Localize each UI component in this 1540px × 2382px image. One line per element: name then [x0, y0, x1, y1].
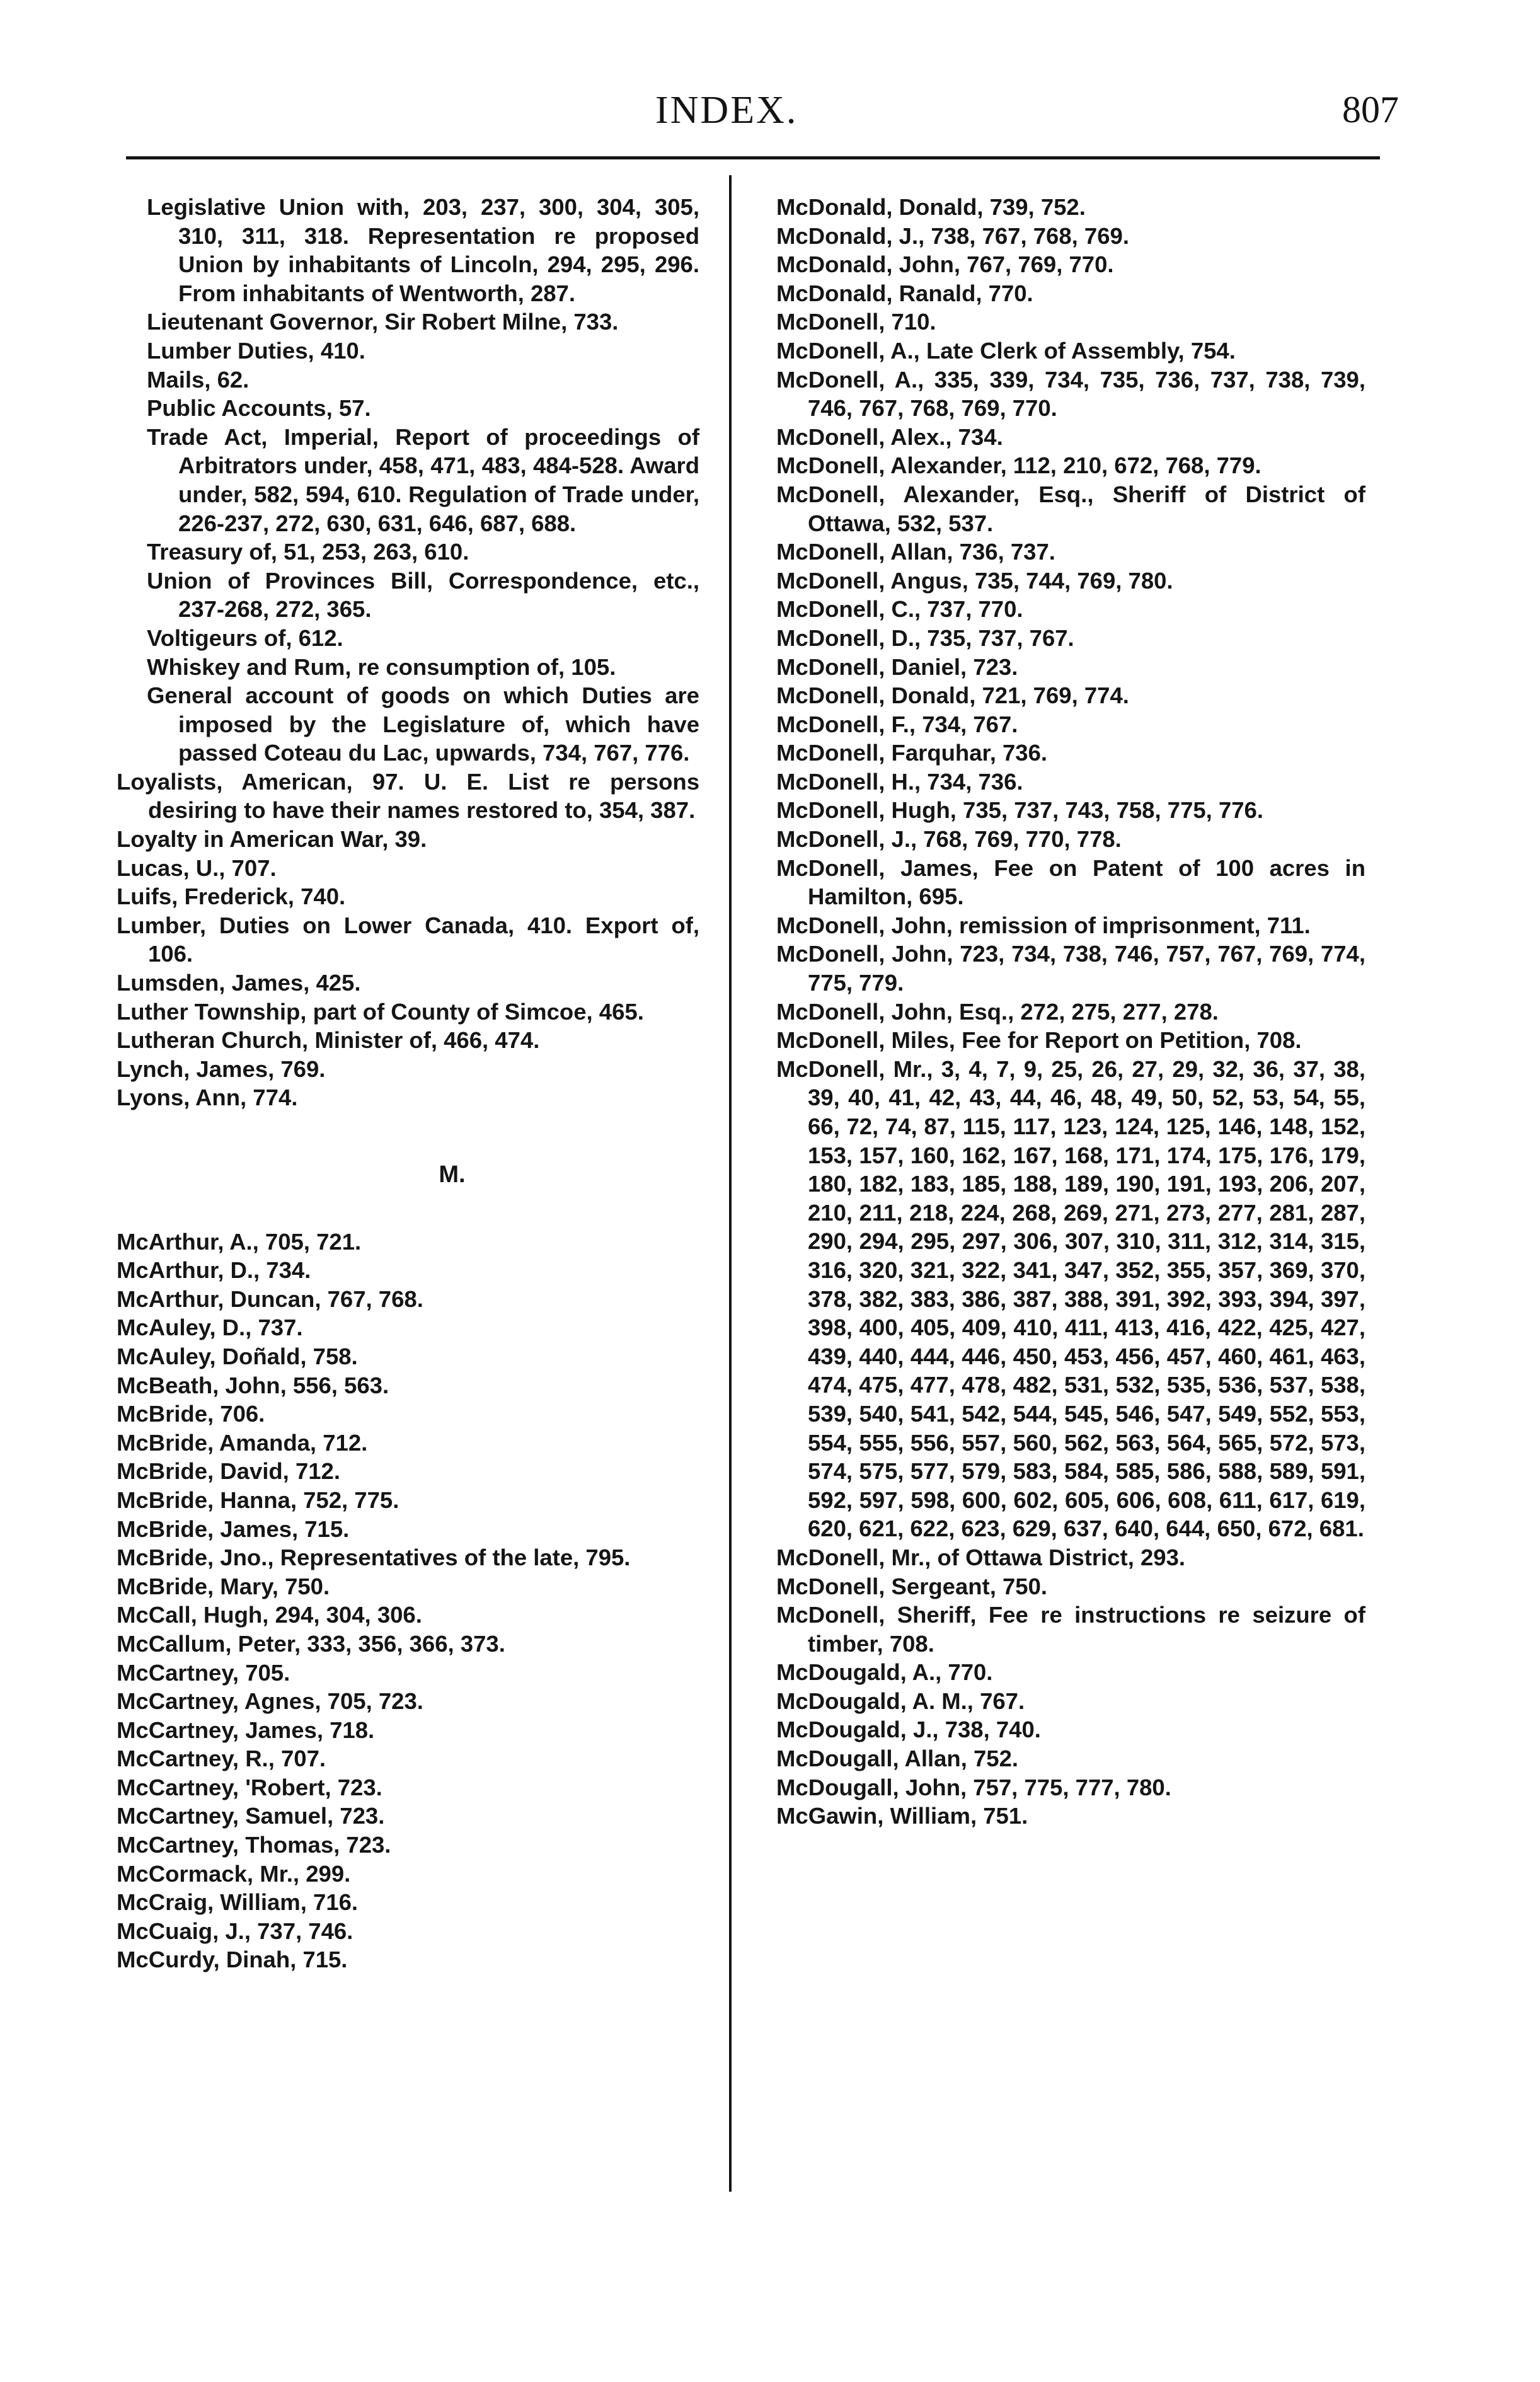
- index-entry: McCartney, Thomas, 723.: [117, 1832, 391, 1858]
- index-entry: Lumsden, James, 425.: [117, 970, 361, 996]
- index-entry: Lucas, U., 707.: [117, 854, 277, 881]
- index-entry: McDougall, Allan, 752.: [776, 1746, 1019, 1772]
- index-entry: Loyalists, American, 97. U. E. List re persons desiring to have their names restored to, 354, 387.: [117, 768, 699, 824]
- index-entry: McDonell, J., 768, 769, 770, 778.: [776, 826, 1122, 853]
- index-entry: Voltigeurs of, 612.: [147, 624, 343, 651]
- index-entry: McBride, Amanda, 712.: [117, 1429, 368, 1456]
- right-column: [776, 193, 1365, 1831]
- page-number: 807: [1342, 89, 1399, 130]
- index-entry: McDonell, John, 723, 734, 738, 746, 757, 767, 769, 774, 775, 779.: [776, 941, 1365, 996]
- index-entry: Loyalty in American War, 39.: [117, 826, 427, 853]
- index-entry: Luther Township, part of County of Simcoe, 465.: [117, 998, 644, 1025]
- index-entry: McDonell, Alexander, Esq., Sheriff of District of Ottawa, 532, 537.: [776, 481, 1365, 536]
- index-entry: McDonell, Alexander, 112, 210, 672, 768, 779.: [776, 452, 1261, 479]
- index-entry: McCartney, Samuel, 723.: [117, 1803, 385, 1829]
- index-entry: McCartney, James, 718.: [117, 1717, 375, 1743]
- left-entries-after: [117, 1228, 699, 1974]
- index-entry: McCallum, Peter, 333, 356, 366, 373.: [117, 1630, 505, 1657]
- index-entry: McDonald, Ranald, 770.: [776, 280, 1033, 306]
- index-entry: McBride, Jno., Representatives of the late, 795.: [117, 1545, 631, 1571]
- page-header: [0, 88, 1540, 139]
- index-entry: McDonell, D., 735, 737, 767.: [776, 624, 1074, 651]
- index-entry: Whiskey and Rum, re consumption of, 105.: [147, 653, 616, 680]
- index-entry: McArthur, D., 734.: [117, 1257, 311, 1284]
- index-entry: Legislative Union with, 203, 237, 300, 304, 305, 310, 311, 318. Representation re proposed Union by inhabitants of Lincoln, 294, 295, 296. From inhabitants of Wentworth, 287.: [147, 194, 699, 306]
- index-entry: McCartney, 'Robert, 723.: [117, 1774, 382, 1800]
- index-entry: McDonell, Daniel, 723.: [776, 653, 1018, 680]
- index-entry: McBride, James, 715.: [117, 1516, 350, 1542]
- index-entry: McDougall, John, 757, 775, 777, 780.: [776, 1774, 1171, 1800]
- index-entry: Lieutenant Governor, Sir Robert Milne, 733.: [147, 309, 619, 335]
- index-entry: McGawin, William, 751.: [776, 1803, 1028, 1829]
- left-column: [117, 193, 699, 1974]
- index-entry: Lutheran Church, Minister of, 466, 474.: [117, 1027, 540, 1054]
- column-divider: [729, 175, 732, 2192]
- index-entry: McDonell, A., 335, 339, 734, 735, 736, 737, 738, 739, 746, 767, 768, 769, 770.: [776, 366, 1365, 422]
- index-entry: McCraig, William, 716.: [117, 1889, 359, 1916]
- index-entry: McArthur, A., 705, 721.: [117, 1228, 362, 1255]
- index-entry: McDonell, John, Esq., 272, 275, 277, 278.: [776, 998, 1219, 1025]
- index-entry: McDonell, 710.: [776, 309, 936, 335]
- index-entry: McDonell, Sheriff, Fee re instructions re seizure of timber, 708.: [776, 1602, 1365, 1657]
- index-entry: McDonald, John, 767, 769, 770.: [776, 251, 1114, 278]
- index-entry: McCormack, Mr., 299.: [117, 1860, 351, 1887]
- right-entries: [776, 193, 1365, 1831]
- index-entry: McDonell, Alex., 734.: [776, 423, 1003, 450]
- header-rule: [126, 156, 1380, 159]
- index-entry: McDonell, James, Fee on Patent of 100 acres in Hamilton, 695.: [776, 854, 1365, 910]
- index-entry: McCuaig, J., 737, 746.: [117, 1918, 353, 1944]
- index-entry: Luifs, Frederick, 740.: [117, 883, 346, 910]
- index-entry: McDonell, Hugh, 735, 737, 743, 758, 775, 776.: [776, 797, 1263, 824]
- index-entry: McDonell, Sergeant, 750.: [776, 1573, 1048, 1599]
- index-entry: Treasury of, 51, 253, 263, 610.: [147, 539, 469, 565]
- index-entry: McBeath, John, 556, 563.: [117, 1372, 389, 1398]
- index-entry: McBride, Mary, 750.: [117, 1573, 330, 1599]
- index-entry: McDougald, A., 770.: [776, 1659, 993, 1686]
- index-entry: Lynch, James, 769.: [117, 1056, 326, 1082]
- index-entry: Lumber, Duties on Lower Canada, 410. Export of, 106.: [117, 912, 699, 967]
- index-entry: McBride, Hanna, 752, 775.: [117, 1487, 399, 1513]
- index-entry: McCartney, R., 707.: [117, 1746, 326, 1772]
- index-entry: McDonell, Farquhar, 736.: [776, 740, 1048, 766]
- index-entry: McDonald, J., 738, 767, 768, 769.: [776, 222, 1129, 249]
- index-entry: McDonell, Angus, 735, 744, 769, 780.: [776, 567, 1173, 594]
- left-entries-before: [117, 193, 699, 1112]
- index-entry: McDonald, Donald, 739, 752.: [776, 194, 1086, 220]
- index-entry: Lyons, Ann, 774.: [117, 1085, 298, 1111]
- index-entry: McArthur, Duncan, 767, 768.: [117, 1286, 423, 1312]
- index-entry: McAuley, Doñald, 758.: [117, 1343, 358, 1369]
- index-entry: McDougald, J., 738, 740.: [776, 1717, 1041, 1743]
- index-entry: McDonell, F., 734, 767.: [776, 711, 1018, 737]
- index-entry: McCall, Hugh, 294, 304, 306.: [117, 1602, 422, 1628]
- index-entry: McDonell, Miles, Fee for Report on Petition, 708.: [776, 1027, 1302, 1054]
- index-entry: McCurdy, Dinah, 715.: [117, 1947, 348, 1973]
- index-entry: McDonell, Donald, 721, 769, 774.: [776, 682, 1129, 709]
- index-entry: General account of goods on which Duties are imposed by the Legislature of, which have passed Coteau du Lac, upwards, 734, 767, 776.: [147, 682, 699, 766]
- index-entry: McDonell, H., 734, 736.: [776, 768, 1023, 795]
- index-entry: McDonell, Allan, 736, 737.: [776, 539, 1055, 565]
- index-entry: Union of Provinces Bill, Correspondence, etc., 237-268, 272, 365.: [147, 567, 699, 623]
- index-entry: Trade Act, Imperial, Report of proceedings of Arbitrators under, 458, 471, 483, 484-528. Award under, 582, 594, 610. Regulation of Trade under, 226-237, 272, 630, 631, 646, 687, 688.: [147, 423, 699, 536]
- index-entry: McDonell, John, remission of imprisonment, 711.: [776, 912, 1311, 938]
- index-entry: McDonell, Mr., 3, 4, 7, 9, 25, 26, 27, 29, 32, 36, 37, 38, 39, 40, 41, 42, 43, 44, 46, 48, 49, 50, 52, 53, 54, 55, 66, 72, 74, 87, 115, 117, 123, 124, 125, 146, 148, 152, 153, 157, 160, 162, 167, 168, 171, 174, 175, 176, 179, 180, 182, 183, 185, 188, 189, 190, 191, 193, 206, 207, 210, 211, 218, 224, 268, 269, 271, 273, 277, 281, 287, 290, 294, 295, 297, 306, 307, 310, 311, 312, 314, 315, 316, 320, 321, 322, 341, 347, 352, 355, 357, 369, 370, 378, 382, 383, 386, 387, 388, 391, 392, 393, 394, 397, 398, 400, 405, 409, 410, 411, 413, 416, 422, 425, 427, 439, 440, 444, 446, 450, 453, 456, 457, 460, 461, 463, 474, 475, 477, 478, 482, 531, 532, 535, 536, 537, 538, 539, 540, 541, 542, 544, 545, 546, 547, 549, 552, 553, 554, 555, 556, 557, 560, 562, 563, 564, 565, 572, 573, 574, 575, 577, 579, 583, 584, 585, 586, 588, 589, 591, 592, 597, 598, 600, 602, 605, 606, 608, 611, 617, 619, 620, 621, 622, 623, 629, 637, 640, 644, 650, 672, 681.: [776, 1056, 1365, 1542]
- index-entry: McAuley, D., 737.: [117, 1315, 303, 1341]
- index-entry: McDonell, Mr., of Ottawa District, 293.: [776, 1544, 1186, 1570]
- page-title: INDEX.: [655, 89, 798, 132]
- index-entry: McCartney, Agnes, 705, 723.: [117, 1688, 423, 1715]
- index-entry: McBride, 706.: [117, 1401, 265, 1427]
- index-entry: McBride, David, 712.: [117, 1458, 341, 1485]
- index-entry: McDougald, A. M., 767.: [776, 1688, 1025, 1714]
- index-entry: Mails, 62.: [147, 366, 250, 393]
- index-entry: Public Accounts, 57.: [147, 395, 371, 422]
- index-entry: McDonell, A., Late Clerk of Assembly, 754.: [776, 337, 1236, 364]
- index-entry: McDonell, C., 737, 770.: [776, 596, 1023, 623]
- index-entry: Lumber Duties, 410.: [147, 337, 365, 364]
- section-letter-heading: M.: [439, 1161, 466, 1188]
- index-entry: McCartney, 705.: [117, 1659, 290, 1686]
